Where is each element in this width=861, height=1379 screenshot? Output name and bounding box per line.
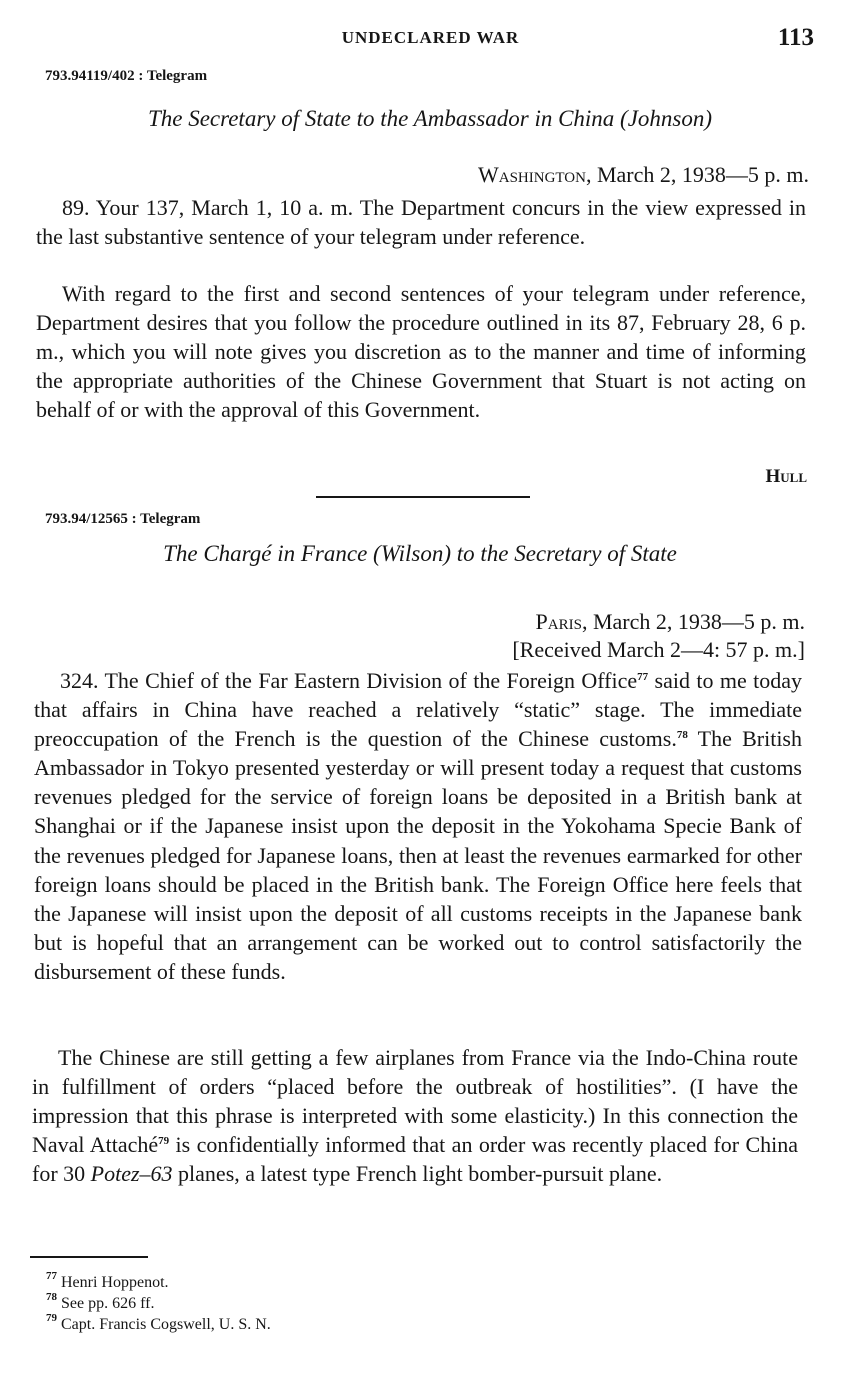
file-reference-2: 793.94/12565 : Telegram <box>45 511 201 527</box>
paragraph-2-1-part-a: 324. The Chief of the Far Eastern Division of the Foreign Office <box>60 668 638 693</box>
paragraph-2-2 <box>32 1043 798 1188</box>
footnote-ref-78: 78 <box>676 729 688 742</box>
document-heading-2: The Chargé in France (Wilson) to the Secretary of State <box>163 541 677 566</box>
footnote-79 <box>46 1314 271 1335</box>
footnotes <box>46 1272 271 1335</box>
footnote-ref-77: 77 <box>637 671 649 683</box>
dateline-2 <box>536 609 805 635</box>
dateline-date-2: March 2, 1938—5 p. m. <box>587 609 805 634</box>
document-heading-1: The Secretary of State to the Ambassador in China (Johnson) <box>147 106 713 131</box>
dateline-date-1: March 2, 1938—5 p. m. <box>591 162 809 187</box>
footnote-77 <box>46 1272 271 1293</box>
footnote-text: See pp. 626 ff. <box>57 1295 155 1312</box>
page-number: 113 <box>777 24 814 51</box>
paragraph-2-1 <box>34 666 802 986</box>
paragraph-1-2: With regard to the first and second sentences of your telegram under reference, Department desires that you follow the procedure outlined in its 87, February 28, 6 p. m., which you will note gives you discretion as to the manner and time of informing the appropriate authorities of the Chinese Government that Stuart is not acting on behalf of or with the approval of this Government. <box>36 281 806 423</box>
section-divider <box>316 496 530 498</box>
aircraft-model-name: Potez–63 <box>90 1161 173 1187</box>
footnote-ref-79: 79 <box>158 1135 170 1148</box>
footnote-mark: 78 <box>46 1291 57 1303</box>
file-reference-1: 793.94119/402 : Telegram <box>45 68 208 84</box>
dateline-place-2: Paris, <box>535 609 588 634</box>
footnote-text: Capt. Francis Cogswell, U. S. N. <box>57 1316 271 1333</box>
paragraph-2-2-part-b: is confidentially informed that an order was recently placed for China for 30 <box>32 1132 798 1187</box>
footnote-divider <box>30 1256 148 1258</box>
paragraph-2-1-part-b: said to me today that affairs in China have reached a relatively “static” stage. The immediate preoccupation of the French is the question of the Chinese customs. <box>34 668 802 752</box>
footnote-text: Henri Hoppenot. <box>57 1274 169 1291</box>
signature-hull: Hull <box>765 466 807 487</box>
paragraph-2-1-part-c: The British Ambassador in Tokyo presented yesterday or will present today a request that customs revenues pledged for the service of foreign loans be deposited in a British bank at Shanghai or if the Japanese insist upon the deposit in the Yokohama Specie Bank of the revenues pledged for Japanese loans, then at least the revenues earmarked for other foreign loans should be placed in the British bank. The Foreign Office here feels that the Japanese will insist upon the deposit of all customs receipts in the Japanese bank but is hopeful that an arrangement can be worked out to control satisfactorily the disbursement of these funds. <box>34 726 802 984</box>
dateline-place-1: Washington, <box>477 162 592 187</box>
paragraph-2-2-part-c: planes, a latest type French light bomber-pursuit plane. <box>172 1161 663 1187</box>
dateline-1 <box>478 162 809 188</box>
footnote-mark: 79 <box>46 1312 57 1324</box>
paragraph-2-2-part-a: The Chinese are still getting a few airplanes from France via the Indo-China route in fulfillment of orders “placed before the outbreak of hostilities”. (I have the impression that this phrase is interpreted with some elasticity.) In this connection the Naval Attaché <box>32 1045 798 1158</box>
paragraph-1-1: 89. Your 137, March 1, 10 a. m. The Department concurs in the view expressed in the last substantive sentence of your telegram under reference. <box>36 195 806 250</box>
footnote-78 <box>46 1293 271 1314</box>
footnote-mark: 77 <box>46 1270 57 1282</box>
running-title: UNDECLARED WAR <box>341 28 520 47</box>
running-head <box>0 24 861 54</box>
received-line: [Received March 2—4: 57 p. m.] <box>512 637 805 662</box>
